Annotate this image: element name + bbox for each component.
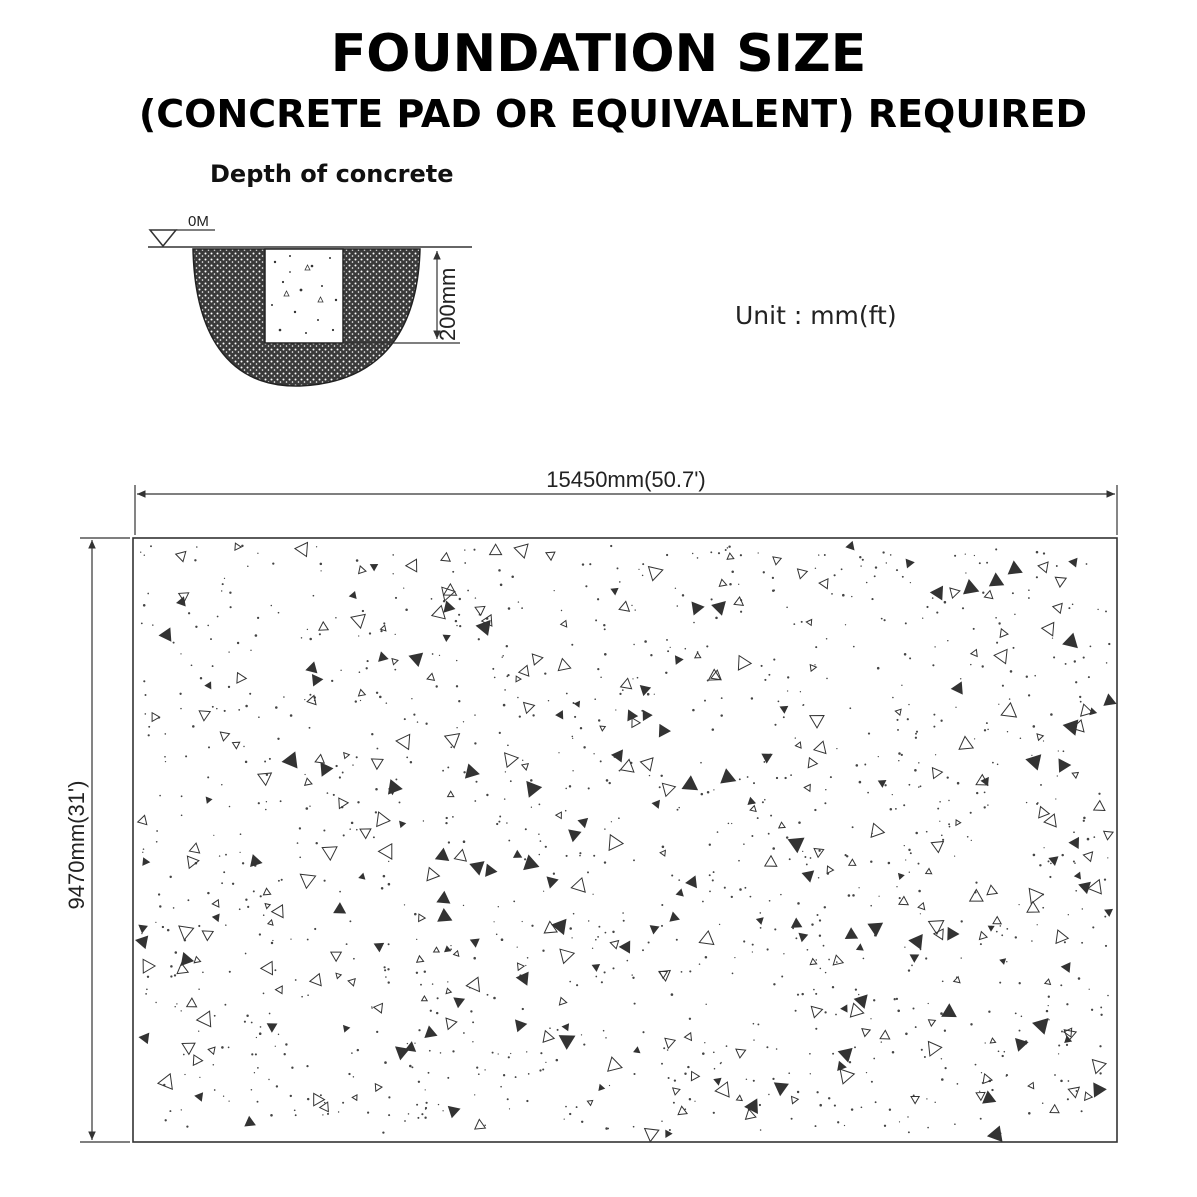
page-title: FOUNDATION SIZE xyxy=(330,24,867,84)
section-detail xyxy=(148,213,472,386)
width-dimension-label: 15450mm(50.7') xyxy=(546,467,706,492)
ground-marker-label: 0M xyxy=(188,213,209,230)
unit-note: Unit : mm(ft) xyxy=(735,301,897,330)
plan-view xyxy=(64,467,1117,1142)
ground-level-symbol xyxy=(150,230,176,246)
page-subtitle: (CONCRETE PAD OR EQUIVALENT) REQUIRED xyxy=(138,92,1088,136)
concrete-block xyxy=(265,249,343,343)
height-dimension-label: 9470mm(31') xyxy=(64,780,89,910)
depth-dimension-label: 200mm xyxy=(435,267,460,341)
section-detail-label: Depth of concrete xyxy=(210,160,454,188)
concrete-pad xyxy=(133,538,1117,1142)
